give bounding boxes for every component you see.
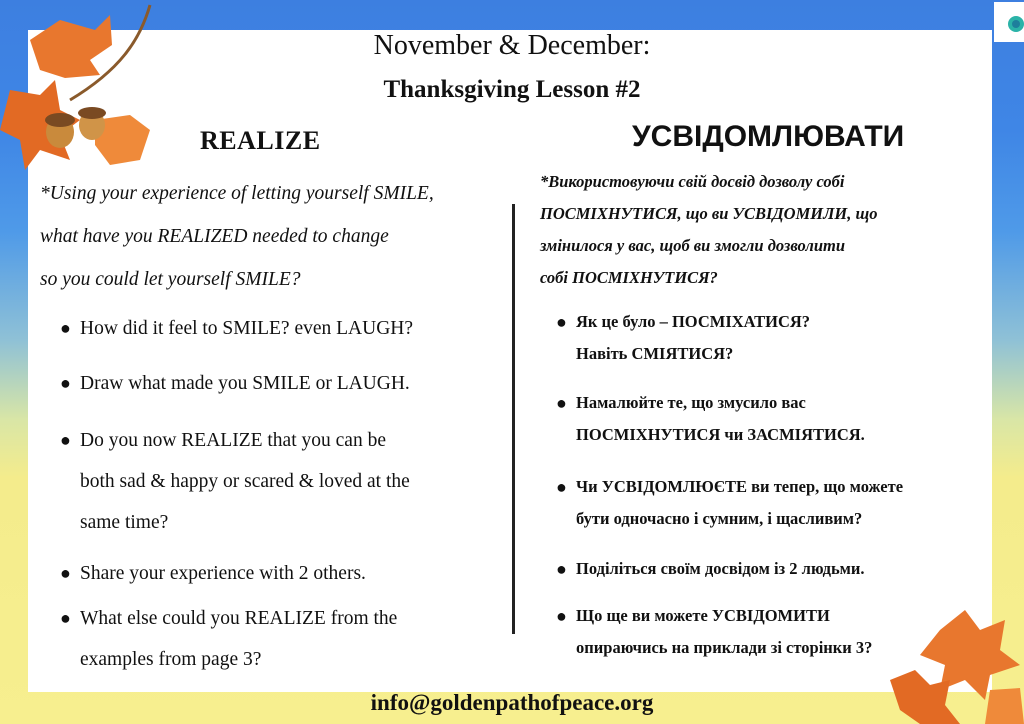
english-heading: REALIZE	[200, 126, 321, 155]
list-item	[60, 308, 413, 349]
bullet-icon: ●	[556, 559, 567, 579]
contact-email-link[interactable]: info@goldenpathofpeace.org	[370, 690, 654, 715]
bullet-icon: ●	[556, 312, 567, 332]
bullet-icon: ●	[60, 563, 71, 583]
bullet-line: Поділіться своїм досвідом із 2 людьми.	[576, 559, 865, 578]
list-item	[556, 306, 810, 370]
ukrainian-intro-line: ПОСМІХНУТИСЯ, що ви УСВІДОМИЛИ, що	[540, 204, 878, 223]
bullet-line: Чи УСВІДОМЛЮЄТЕ ви тепер, що можете	[576, 477, 904, 496]
bullet-line: Навіть СМІЯТИСЯ?	[576, 344, 734, 363]
ukrainian-intro-line: собі ПОСМІХНУТИСЯ?	[540, 268, 718, 287]
bullet-icon: ●	[556, 477, 567, 497]
english-intro-line: *Using your experience of letting yourself SMILE,	[40, 183, 434, 204]
page-title-line1: November & December:	[373, 30, 651, 61]
english-intro-line: what have you REALIZED needed to change	[40, 226, 389, 247]
ukrainian-intro	[540, 166, 980, 294]
ukrainian-intro-line: змінилося у вас, щоб ви змогли дозволити	[540, 236, 846, 255]
bullet-line: What else could you REALIZE from the	[80, 608, 398, 629]
bullet-line: Як це було – ПОСМІХАТИСЯ?	[576, 312, 811, 331]
column-divider	[512, 204, 515, 634]
bullet-line: How did it feel to SMILE? even LAUGH?	[80, 318, 414, 339]
bullet-icon: ●	[60, 608, 71, 628]
ukrainian-heading: УСВІДОМЛЮВАТИ	[632, 120, 905, 153]
bullet-line: Намалюйте те, що змусило вас	[576, 393, 806, 412]
list-item	[556, 553, 865, 585]
ukrainian-intro-line: *Використовуючи свій досвід дозволу собі	[540, 172, 845, 191]
english-intro	[40, 172, 510, 301]
bullet-line: опираючись на приклади зі сторінки 3?	[576, 638, 873, 657]
bullet-line: Що ще ви можете УСВІДОМИТИ	[576, 606, 830, 625]
list-item	[556, 387, 865, 451]
bullet-line: examples from page 3?	[80, 649, 262, 670]
page-title-line2: Thanksgiving Lesson #2	[383, 76, 641, 103]
list-item	[60, 420, 410, 543]
bullet-line: Do you now REALIZE that you can be	[80, 430, 386, 451]
bullet-icon: ●	[60, 373, 71, 393]
bullet-icon: ●	[60, 318, 71, 338]
list-item	[60, 553, 366, 594]
list-item	[60, 363, 410, 404]
bullet-icon: ●	[60, 430, 71, 450]
bullet-line: same time?	[80, 512, 169, 533]
bullet-icon: ●	[556, 393, 567, 413]
list-item	[60, 598, 397, 680]
list-item	[556, 600, 872, 664]
bullet-line: Draw what made you SMILE or LAUGH.	[80, 373, 410, 394]
english-intro-line: so you could let yourself SMILE?	[40, 269, 301, 290]
list-item	[556, 471, 903, 535]
bullet-line: ПОСМІХНУТИСЯ чи ЗАСМІЯТИСЯ.	[576, 425, 865, 444]
bullet-icon: ●	[556, 606, 567, 626]
bullet-line: both sad & happy or scared & loved at the	[80, 471, 410, 492]
bullet-line: Share your experience with 2 others.	[80, 563, 366, 584]
bullet-line: бути одночасно і сумним, і щасливим?	[576, 509, 863, 528]
